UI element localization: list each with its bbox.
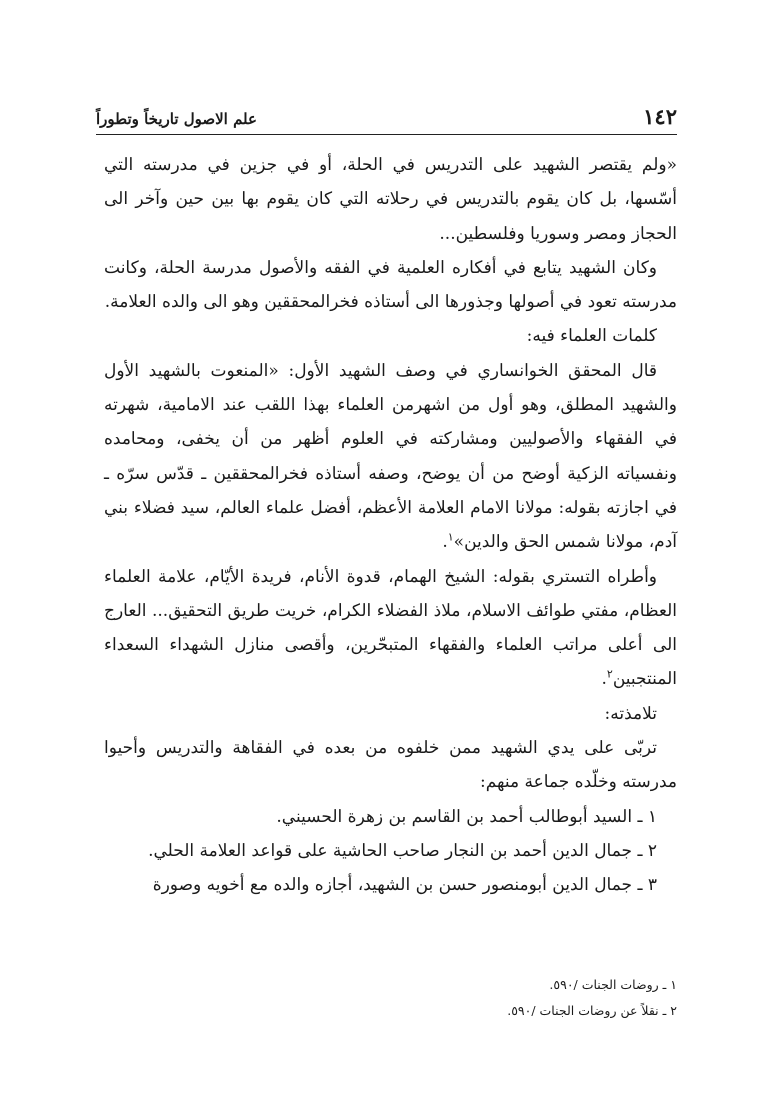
footnotes (297, 972, 677, 1024)
footnote-2: ٢ ـ نقلاً عن روضات الجنات /٥٩٠. (507, 1003, 677, 1018)
paragraph-teaching: «ولم يقتصر الشهيد على التدريس في الحلة، أو في جزين في مدرسته التي أسّسها، بل كان يقوم بالتدريس في رحلاته التي كان يقوم بها بين حين وآخر الى الحجاز ومصر وسوريا وفلسطين... (104, 155, 677, 244)
paragraph-students-intro: تربّى على يدي الشهيد ممن خلفوه من بعده في الفقاهة والتدريس وأحيوا مدرسته وخلّده جماعة منهم: (104, 738, 677, 793)
paragraph-school: وكان الشهيد يتابع في أفكاره العلمية في الفقه والأصول مدرسة الحلة، وكانت مدرسته تعود في أصولها وجذورها الى أستاذه فخرالمحققين وهو الى والده العلامة. (104, 257, 677, 313)
paragraph-tustari-quote: وأطراه التستري بقوله: الشيخ الهمام، قدوة الأنام، فريدة الأيّام، علامة العلماء العظام، مفتي طوائف الاسلام، ملاذ الفضلاء الكرام، خريت طريق التحقيق... العارج الى أعلى مراتب العلماء والفقهاء المتبحّرين، وأقصى منازل الشهداء السعداء المنتجبين$^٢$. (104, 566, 677, 690)
footnote-ref-1: ١ (447, 530, 454, 544)
footnote-1: ١ ـ روضات الجنات /٥٩٠. (549, 977, 677, 992)
footnote-ref-2: ٢ (606, 667, 613, 681)
page-number: ١٤٢ (643, 104, 677, 129)
khwansari-quote-text: قال المحقق الخوانساري في وصف الشهيد الأول: «المنعوت بالشهيد الأول والشهيد المطلق، وهو أول من اشهرمن العلماء بهذا اللقب عند الامامية، شهرته في الفقهاء والأصوليين ومشاركته في العلوم أظهر من أن يخفى، ومحامده ونفسياته الزكية أوضح من أن يوضح، وصفه أستاذه فخرالمحققين ـ قدّس سرّه ـ في اجازته بقوله: مولانا الامام العلامة الأعظم، أفضل علماء العالم، سيد فضلاء بني آدم، مولانا شمس الحق والدين» (104, 360, 677, 553)
section-heading-students: تلامذته: (604, 703, 657, 724)
tustari-quote-text: وأطراه التستري بقوله: الشيخ الهمام، قدوة الأنام، فريدة الأيّام، علامة العلماء العظام، مفتي طوائف الاسلام، ملاذ الفضلاء الكرام، خريت طريق التحقيق... العارج الى أعلى مراتب العلماء والفقهاء المتبحّرين، وأقصى منازل الشهداء السعداء المنتجبين (104, 566, 677, 690)
running-title: علم الاصول تاريخاً وتطوراً (96, 110, 257, 128)
list-item: ١ ـ السيد أبوطالب أحمد بن القاسم بن زهرة الحسيني. (276, 806, 657, 827)
list-item: ٢ ـ جمال الدين أحمد بن النجار صاحب الحاشية على قواعد العلامة الحلي. (148, 840, 657, 861)
page-header (96, 104, 677, 135)
section-heading-scholars-words: كلمات العلماء فيه: (526, 326, 657, 347)
paragraph-khwansari-quote: قال المحقق الخوانساري في وصف الشهيد الأول: «المنعوت بالشهيد الأول والشهيد المطلق، وهو أول من اشهرمن العلماء بهذا اللقب عند الامامية، شهرته في الفقهاء والأصوليين ومشاركته في العلوم أظهر من أن يخفى، ومحامده ونفسياته الزكية أوضح من أن يوضح، وصفه أستاذه فخرالمحققين ـ قدّس سرّه ـ في اجازته بقوله: مولانا الامام العلامة الأعظم، أفضل علماء العالم، سيد فضلاء بني آدم، مولانا شمس الحق والدين»$^١$. (104, 360, 677, 553)
list-item: ٣ ـ جمال الدين أبومنصور حسن بن الشهيد، أجازه والده مع أخويه وصورة (152, 875, 657, 896)
main-text (104, 148, 677, 903)
